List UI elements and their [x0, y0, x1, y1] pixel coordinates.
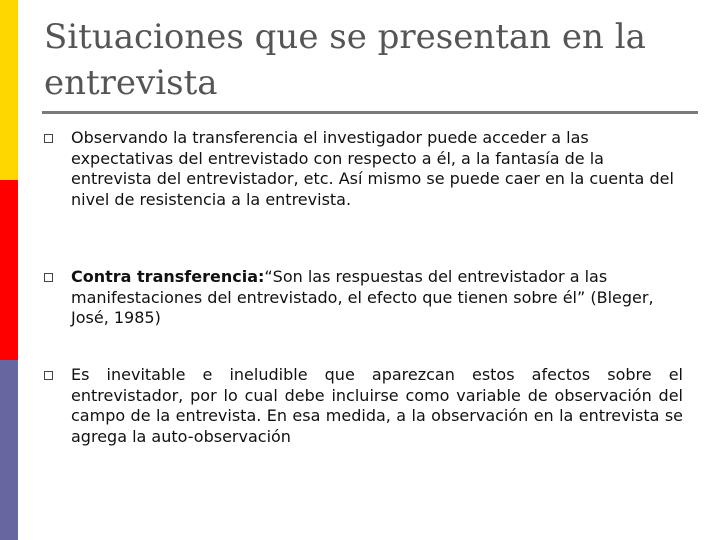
- bullet-text: Observando la transferencia el investigador puede acceder a las expectativas del entrevistado con respecto a él, a la fantasía de la entrevista del entrevistador, etc. Así mismo se puede caer en la cuenta del nivel de resistencia a la entrevista.: [71, 128, 674, 209]
- square-bullet-icon: [44, 134, 53, 143]
- accent-bar-gray: [0, 360, 18, 540]
- bullet-body: “Son las respuestas del entrevistador a las manifestaciones del entrevistado, el efecto que tienen sobre él” (Bleger, José, 1985): [71, 267, 654, 327]
- slide-title: Situaciones que se presentan en la entrevista: [44, 17, 646, 103]
- accent-bar-yellow: [0, 0, 18, 180]
- title-underline: [42, 111, 698, 114]
- square-bullet-icon: [44, 273, 53, 282]
- bullet-text: Es inevitable e ineludible que aparezcan estos afectos sobre el entrevistador, por lo cual debe incluirse como variable de observación del campo de la entrevista. En esa medida, a la observación en la entrevista se agrega la auto-observación: [71, 365, 683, 446]
- bullet-text: [71, 267, 683, 329]
- bullet-bold-lead: Contra transferencia:: [71, 267, 265, 286]
- accent-bar-red: [0, 180, 18, 360]
- square-bullet-icon: [44, 371, 53, 380]
